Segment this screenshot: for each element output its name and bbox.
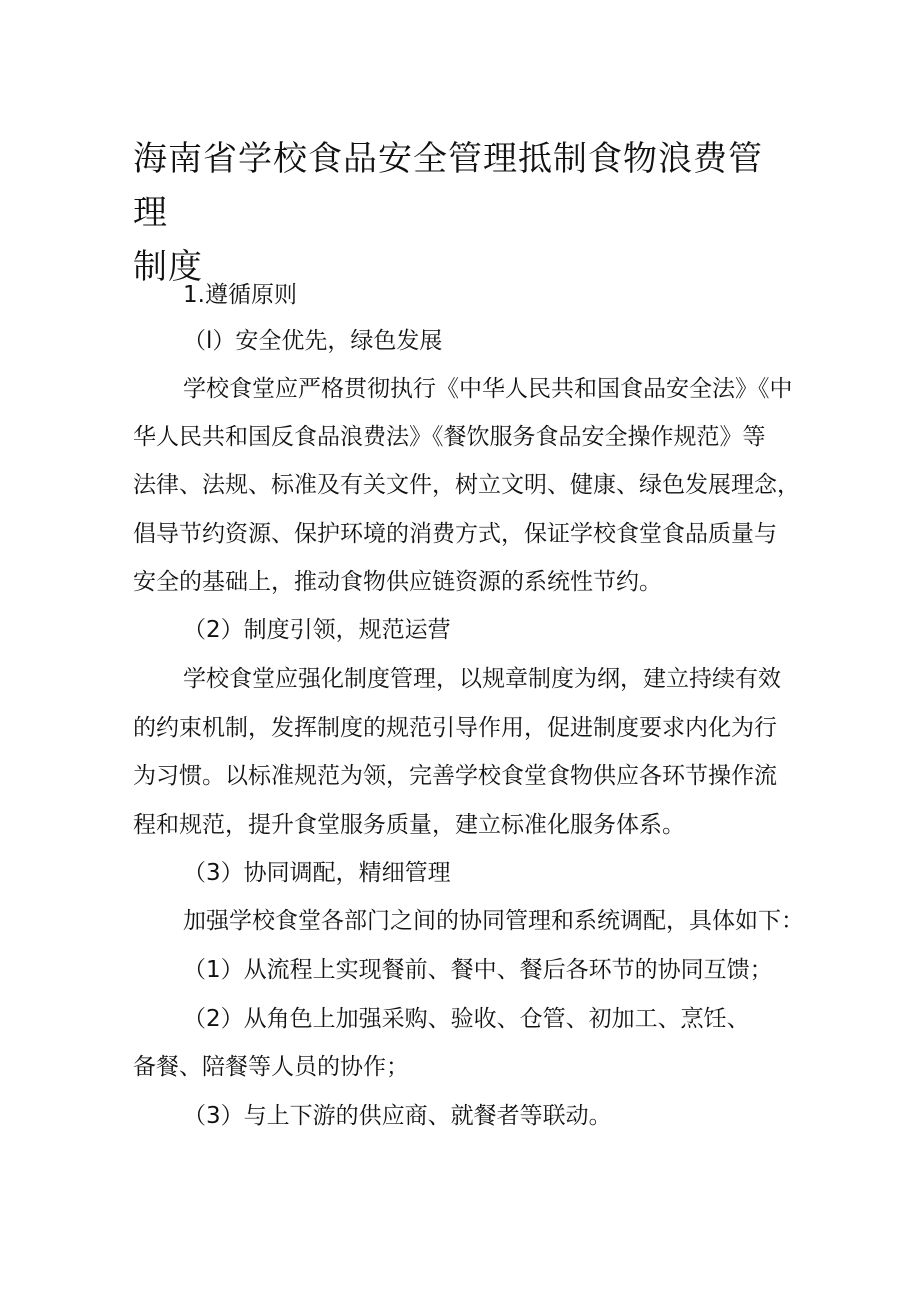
paragraph-line: 倡导节约资源、保护环境的消费方式，保证学校食堂食品质量与 bbox=[133, 521, 777, 547]
section-heading: 1.遵循原则 bbox=[183, 282, 297, 308]
document-title bbox=[133, 132, 793, 294]
paragraph-line: 安全的基础上，推动食物供应链资源的系统性节约。 bbox=[133, 569, 662, 595]
subheading-1: （l）安全优先，绿色发展 bbox=[183, 328, 443, 354]
paragraph-line: 程和规范，提升食堂服务质量，建立标准化服务体系。 bbox=[133, 812, 685, 838]
subheading-3: （3）协同调配，精细管理 bbox=[183, 860, 451, 886]
paragraph-line: 的约束机制，发挥制度的规范引导作用，促进制度要求内化为行 bbox=[133, 715, 777, 741]
paragraph-line: 加强学校食堂各部门之间的协同管理和系统调配，具体如下： bbox=[183, 908, 804, 934]
list-item: （3）与上下游的供应商、就餐者等联动。 bbox=[183, 1103, 612, 1129]
paragraph-line: 法律、法规、标准及有关文件，树立文明、健康、绿色发展理念， bbox=[133, 472, 800, 498]
list-item-continuation: 备餐、陪餐等人员的协作； bbox=[133, 1054, 409, 1080]
paragraph-line: 学校食堂应严格贯彻执行《中华人民共和国食品安全法》《中 bbox=[183, 376, 793, 402]
list-item: （1）从流程上实现餐前、餐中、餐后各环节的协同互馈； bbox=[183, 957, 773, 983]
paragraph-line: 学校食堂应强化制度管理，以规章制度为纲，建立持续有效 bbox=[183, 666, 781, 692]
paragraph-line: 为习惯。以标准规范为领，完善学校食堂食物供应各环节操作流 bbox=[133, 763, 777, 789]
list-item: （2）从角色上加强采购、验收、仓管、初加工、烹饪、 bbox=[183, 1006, 750, 1032]
title-line-2: 制度 bbox=[133, 247, 203, 287]
paragraph-line: 华人民共和国反食品浪费法》《餐饮服务食品安全操作规范》等 bbox=[133, 424, 766, 450]
subheading-2: （2）制度引领，规范运营 bbox=[183, 617, 451, 643]
title-line-1: 海南省学校食品安全管理抵制食物浪费管理 bbox=[133, 139, 763, 233]
